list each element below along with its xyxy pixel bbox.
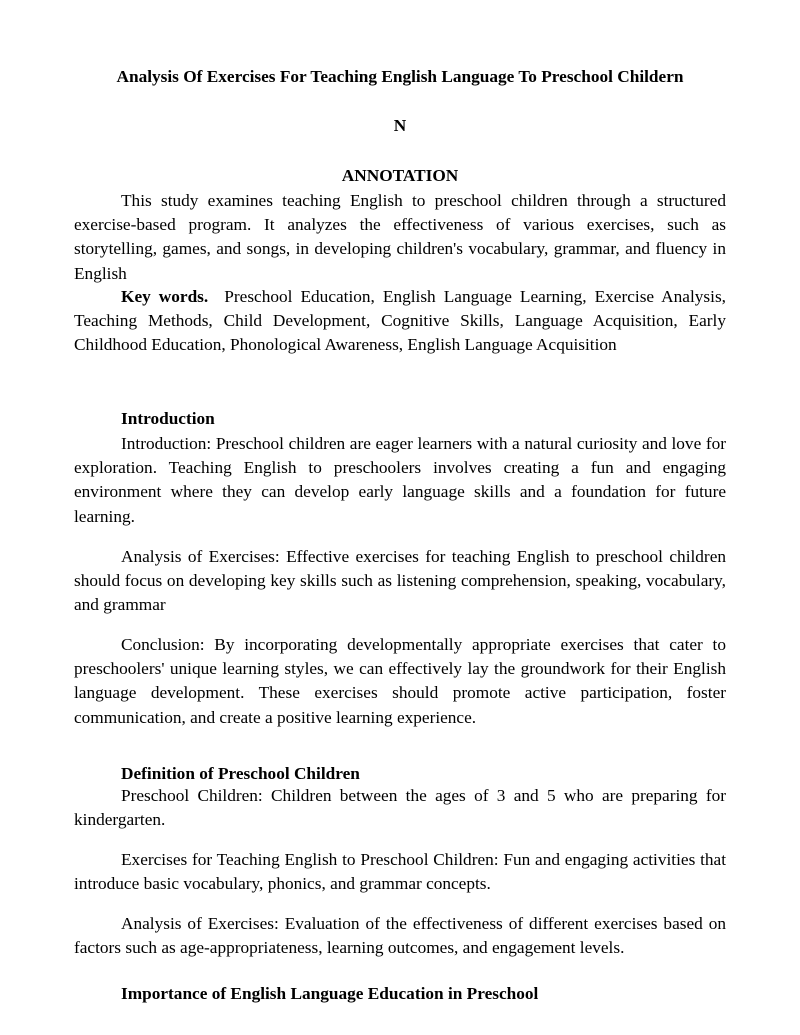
introduction-text: Introduction: Preschool children are eager learners with a natural curiosity and love for exploration. Teaching English to preschoolers involves creating a fun and engaging environment where they can develop early language skills and a foundation for future learning. <box>74 434 726 526</box>
analysis-text: Analysis of Exercises: Effective exercises for teaching English to preschool children should focus on developing key skills such as listening comprehension, speaking, vocabulary, and grammar <box>74 547 726 615</box>
introduction-paragraph <box>74 432 726 529</box>
author-line: N <box>393 116 407 135</box>
keywords-label: Key words. <box>121 287 209 306</box>
importance-heading: Importance of English Language Education in Preschool <box>121 984 539 1003</box>
analysis-paragraph <box>74 545 726 618</box>
definition-text-3: Analysis of Exercises: Evaluation of the effectiveness of different exercises based on factors such as age-appropriateness, learning outcomes, and engagement levels. <box>74 914 726 958</box>
definition-paragraph-2 <box>74 848 726 896</box>
keywords-paragraph <box>74 285 726 358</box>
definition-text-1: Preschool Children: Children between the ages of 3 and 5 who are preparing for kindergarten. <box>74 786 726 830</box>
annotation-heading: ANNOTATION <box>341 166 459 185</box>
definition-text-2: Exercises for Teaching English to Preschool Children: Fun and engaging activities that introduce basic vocabulary, phonics, and grammar concepts. <box>74 850 726 894</box>
definition-heading: Definition of Preschool Children <box>121 764 360 783</box>
annotation-text: This study examines teaching English to preschool children through a structured exercise-based program. It analyzes the effectiveness of various exercises, such as storytelling, games, and songs, in developing children's vocabulary, grammar, and fluency in English <box>74 191 726 283</box>
definition-paragraph-3 <box>74 912 726 960</box>
keywords-text: Preschool Education, English Language Learning, Exercise Analysis, Teaching Methods, Child Development, Cognitive Skills, Language Acquisition, Early Childhood Education, Phonological Awareness, English Language Acquisition <box>74 287 726 355</box>
definition-paragraph-1 <box>74 784 726 832</box>
annotation-paragraph <box>74 189 726 286</box>
document-title: Analysis Of Exercises For Teaching English Language To Preschool Childern <box>116 67 684 86</box>
conclusion-paragraph <box>74 633 726 730</box>
conclusion-text: Conclusion: By incorporating developmentally appropriate exercises that cater to preschoolers' unique learning styles, we can effectively lay the groundwork for their English language development. These exercises should promote active participation, foster communication, and create a positive learning experience. <box>74 635 726 727</box>
introduction-heading: Introduction <box>121 409 215 428</box>
